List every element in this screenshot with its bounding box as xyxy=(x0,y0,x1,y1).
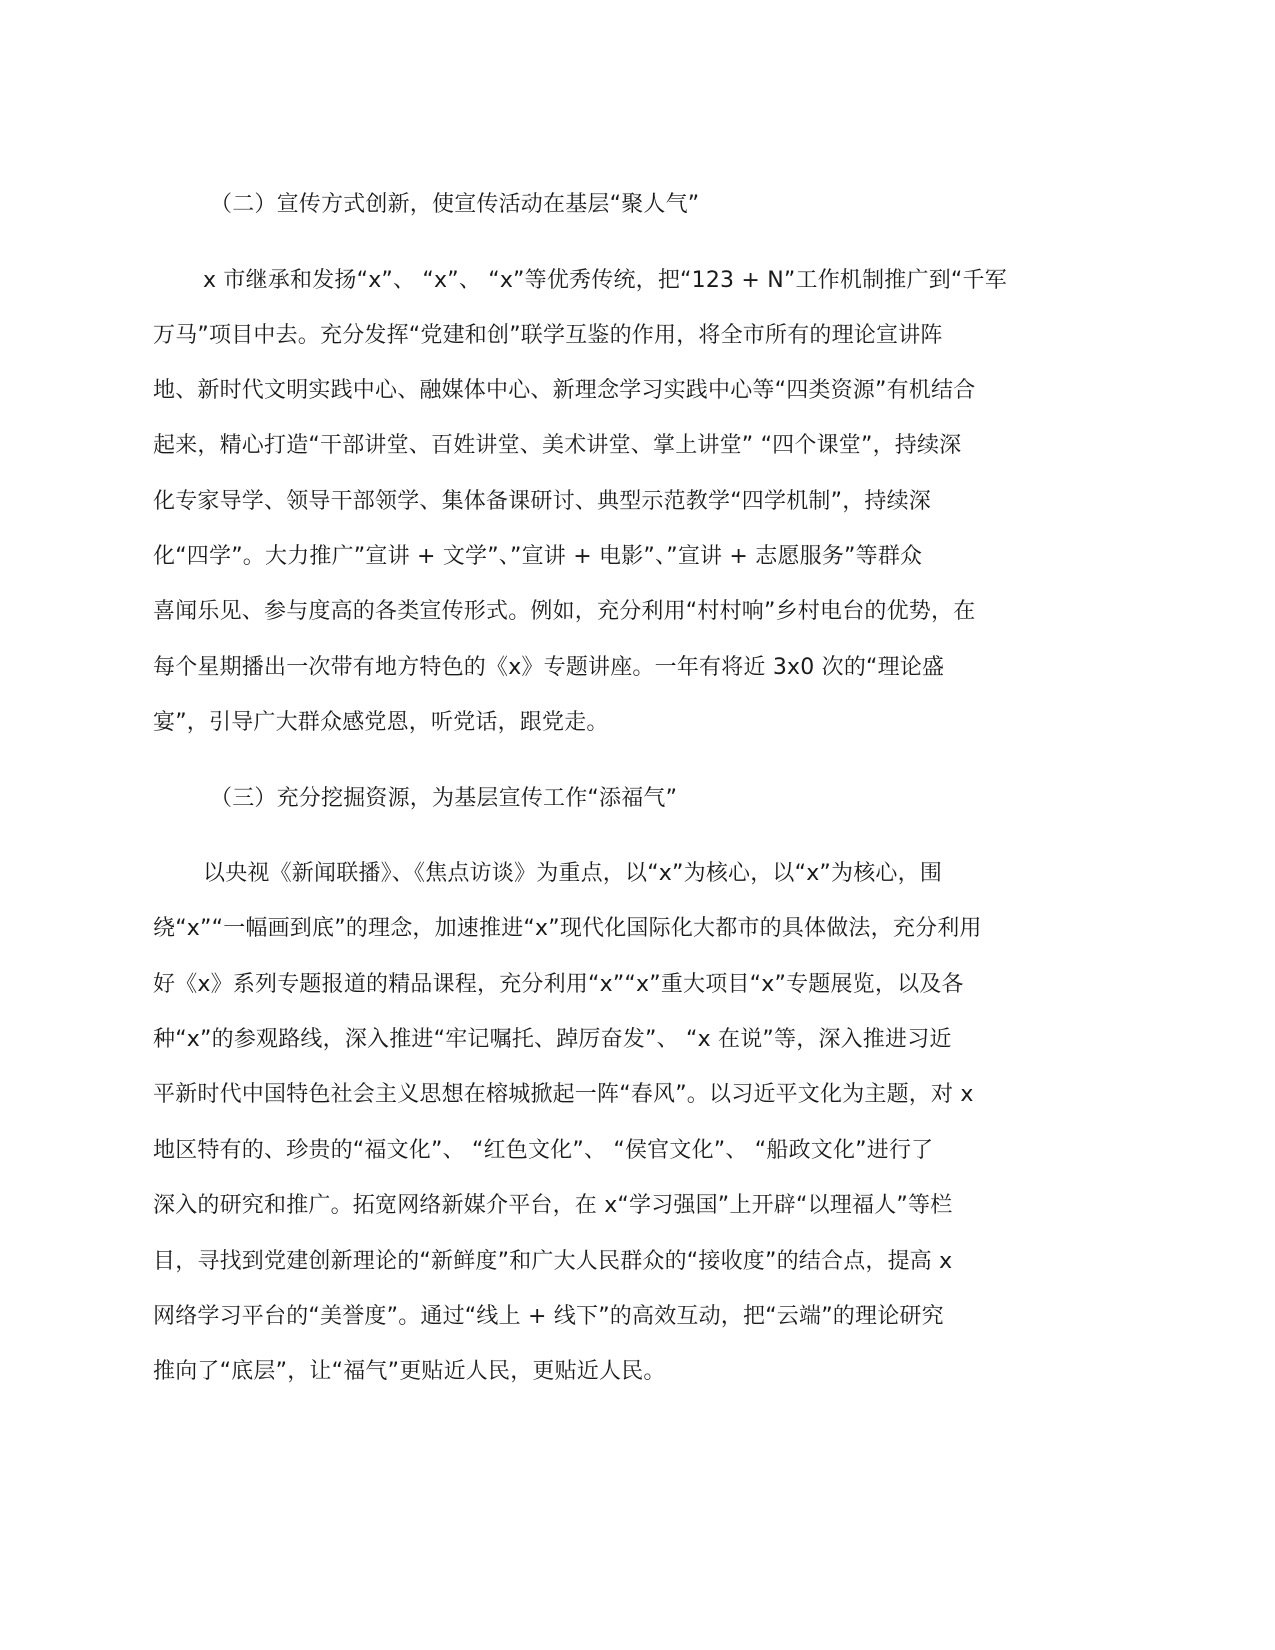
section-heading-3: （三）充分挖掘资源，为基层宣传工作“添福气” xyxy=(210,786,678,811)
paragraph-line: 以央视《新闻联播》、《焦点访谈》为重点，以“x”为核心，以“x”为核心，围 xyxy=(203,861,943,886)
paragraph-line: 喜闻乐见、参与度高的各类宣传形式。例如，充分利用“村村响”乡村电台的优势，在 xyxy=(153,599,976,624)
paragraph-line: 每个星期播出一次带有地方特色的《x》专题讲座。一年有将近 3x0 次的“理论盛 xyxy=(153,655,945,680)
paragraph-line: 地区特有的、珍贵的“福文化”、 “红色文化”、 “侯官文化”、 “船政文化”进行了 xyxy=(153,1138,934,1163)
paragraph-line: 化专家导学、领导干部领学、集体备课研讨、典型示范教学“四学机制”，持续深 xyxy=(153,489,931,514)
paragraph-line: 绕“x”“一幅画到底”的理念，加速推进“x”现代化国际化大都市的具体做法，充分利用 xyxy=(153,916,982,941)
paragraph-line: 地、新时代文明实践中心、融媒体中心、新理念学习实践中心等“四类资源”有机结合 xyxy=(153,378,976,403)
paragraph-line: 化“四学”。大力推广”宣讲 + 文学”、”宣讲 + 电影”、”宣讲 + 志愿服务”等群众 xyxy=(153,544,923,569)
section-heading-2: （二）宣传方式创新，使宣传活动在基层“聚人气” xyxy=(210,192,700,217)
paragraph-line: 平新时代中国特色社会主义思想在榕城掀起一阵“春风”。以习近平文化为主题，对 x xyxy=(153,1082,974,1107)
paragraph-line: 深入的研究和推广。拓宽网络新媒介平台，在 x“学习强国”上开辟“以理福人”等栏 xyxy=(153,1193,953,1218)
paragraph-line: 起来，精心打造“干部讲堂、百姓讲堂、美术讲堂、掌上讲堂” “四个课堂”，持续深 xyxy=(153,433,962,458)
paragraph-line: 目，寻找到党建创新理论的“新鲜度”和广大人民群众的“接收度”的结合点，提高 x xyxy=(153,1249,953,1274)
paragraph-line: 网络学习平台的“美誉度”。通过“线上 + 线下”的高效互动，把“云端”的理论研究 xyxy=(153,1304,944,1329)
paragraph-line: 万马”项目中去。充分发挥“党建和创”联学互鉴的作用，将全市所有的理论宣讲阵 xyxy=(153,323,943,348)
paragraph-line: 好《x》系列专题报道的精品课程，充分利用“x”“x”重大项目“x”专题展览，以及各 xyxy=(153,972,964,997)
paragraph-line: x 市继承和发扬“x”、 “x”、 “x”等优秀传统，把“123 + N”工作机制推广到“千军 xyxy=(203,268,1007,293)
paragraph-line: 推向了“底层”，让“福气”更贴近人民，更贴近人民。 xyxy=(153,1359,666,1384)
paragraph-line: 种“x”的参观路线，深入推进“牢记嘱托、踔厉奋发”、 “x 在说”等，深入推进习近 xyxy=(153,1027,952,1052)
paragraph-line: 宴”，引导广大群众感党恩，听党话，跟党走。 xyxy=(153,710,609,735)
